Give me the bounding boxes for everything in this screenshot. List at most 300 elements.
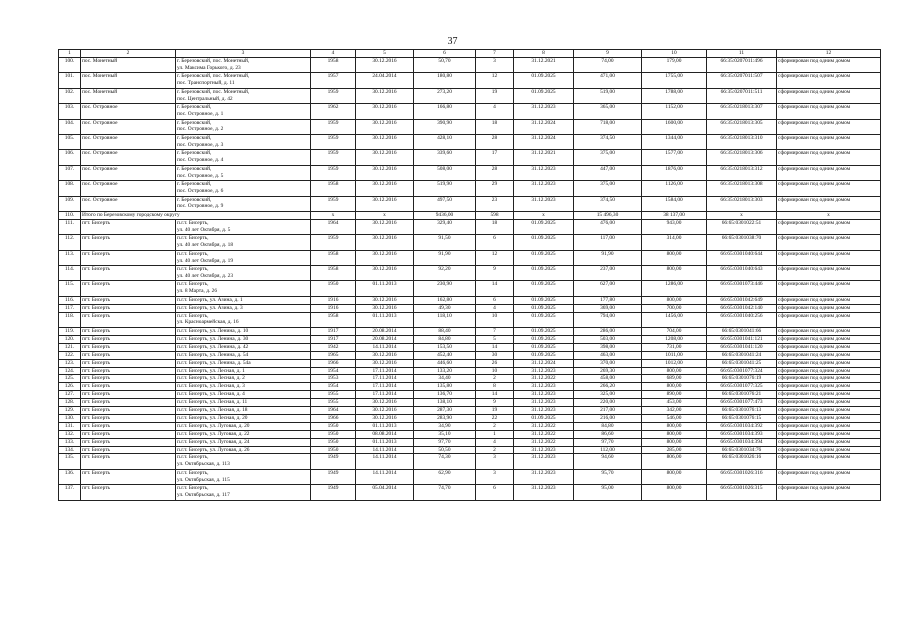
address-line: г. Березовский, пос. Монетный, [177, 58, 250, 64]
table-row [59, 414, 881, 422]
relocated-area-cell: 177,80 [574, 296, 642, 304]
note-cell: сформирован под одним домом [777, 359, 881, 367]
row-number-cell: 122. [59, 351, 81, 359]
relocated-area-cell: 97,70 [574, 438, 642, 446]
row-number-cell: 127. [59, 391, 81, 399]
settlement-cell: пос. Монетный [81, 58, 176, 73]
relocated-area-cell: 519,00 [574, 88, 642, 103]
cadastral-number-cell: 66:65:0301022:51 [707, 219, 777, 234]
row-number-cell: 130. [59, 414, 81, 422]
note-cell: сформирован под одним домом [777, 119, 881, 134]
year-cell: 1949 [311, 454, 356, 469]
table-row [59, 134, 881, 149]
settlement-cell: пгт. Бисерть [81, 351, 176, 359]
area-cell: 452,40 [414, 351, 476, 359]
area-cell: 390,90 [414, 119, 476, 134]
address-cell [176, 296, 311, 304]
table-row [59, 73, 881, 88]
year-cell: 1950 [311, 438, 356, 446]
deadline-cell: 01.09.2025 [514, 235, 574, 250]
note-cell: сформирован под одним домом [777, 430, 881, 438]
address-cell [176, 312, 311, 327]
cadastral-number-cell: 66:65:0301040:643 [707, 265, 777, 280]
year-cell: 1959 [311, 196, 356, 211]
deadline-cell: 31.12.2023 [514, 104, 574, 119]
year-cell: 1957 [311, 73, 356, 88]
table-row [59, 430, 881, 438]
relocated-area-cell: 463,00 [574, 351, 642, 359]
date-cell: 14.11.2014 [356, 454, 414, 469]
residents-cell: 14 [476, 281, 514, 296]
date-cell: 01.11.2013 [356, 438, 414, 446]
address-cell [176, 375, 311, 383]
date-cell: 14.11.2014 [356, 469, 414, 484]
area-cell: 230,90 [414, 281, 476, 296]
settlement-cell: пос. Островное [81, 134, 176, 149]
date-cell: 30.12.2016 [356, 134, 414, 149]
table-row [59, 399, 881, 407]
area-cell: 84,80 [414, 335, 476, 343]
table-row [59, 250, 881, 265]
settlement-cell: пгт. Бисерть [81, 438, 176, 446]
settlement-cell: пгт. Бисерть [81, 304, 176, 312]
row-number-cell: 131. [59, 422, 81, 430]
settlement-cell: пгт. Бисерть [81, 414, 176, 422]
address-cell [176, 327, 311, 335]
address-line: п.г.т. Бисерть, ул. Лесная, д. 2 [177, 375, 245, 382]
residents-cell: 2 [476, 375, 514, 383]
date-cell: 20.08.2014 [356, 327, 414, 335]
address-line: п.г.т. Бисерть, ул. Азина, д. 1 [177, 296, 243, 303]
row-number-cell: 121. [59, 343, 81, 351]
address-line: ул. 40 лет Октября, д. 18 [177, 242, 234, 249]
cost-cell: 1876,00 [642, 165, 707, 180]
column-header: 9 [574, 50, 642, 58]
settlement-cell: пгт. Бисерть [81, 235, 176, 250]
settlement-cell: пгт. Бисерть [81, 391, 176, 399]
table-row [59, 343, 881, 351]
settlement-cell: пос. Островное [81, 165, 176, 180]
year-cell: 1958 [311, 250, 356, 265]
address-line: г. Березовский, [177, 150, 212, 157]
address-cell [176, 422, 311, 430]
deadline-cell: 01.09.2025 [514, 88, 574, 103]
address-cell [176, 219, 311, 234]
relocated-area-cell: 84,80 [574, 422, 642, 430]
row-number-cell: 113. [59, 250, 81, 265]
settlement-cell: пгт. Бисерть [81, 281, 176, 296]
address-line: ул. 8 Марта, д. 26 [177, 288, 218, 295]
cost-cell: 700,00 [642, 304, 707, 312]
settlement-cell: пгт. Бисерть [81, 312, 176, 327]
cadastral-number-cell: 66:65:0301073:446 [707, 281, 777, 296]
area-cell: 138,10 [414, 399, 476, 407]
note-cell: сформирован под одним домом [777, 438, 881, 446]
address-line: п.г.т. Бисерть, ул. Луговая, д. 24 [177, 438, 250, 445]
settlement-cell: пос. Островное [81, 104, 176, 119]
deadline-cell: 31.12.2023 [514, 446, 574, 454]
date-cell: 30.12.2016 [356, 235, 414, 250]
date-cell: 17.11.2014 [356, 391, 414, 399]
cadastral-number-cell: 66:65:0301041:120 [707, 343, 777, 351]
area-cell: 287,30 [414, 407, 476, 415]
area-cell: 34,40 [414, 375, 476, 383]
cadastral-number-cell: 66:35:0218013:310 [707, 134, 777, 149]
settlement-cell: пос. Островное [81, 119, 176, 134]
total-date-cell: х [356, 211, 414, 219]
date-cell: 30.12.2016 [356, 296, 414, 304]
address-line: п.г.т. Бисерть, [177, 219, 209, 226]
note-cell: сформирован под одним домом [777, 265, 881, 280]
row-number-cell: 116. [59, 296, 81, 304]
address-cell [176, 196, 311, 211]
area-cell: 133,20 [414, 367, 476, 375]
address-line: ул. 40 лет Октября, д. 19 [177, 257, 234, 264]
relocated-area-cell: 398,00 [574, 343, 642, 351]
table-row [59, 407, 881, 415]
relocated-area-cell: 374,50 [574, 134, 642, 149]
date-cell: 30.12.2016 [356, 196, 414, 211]
row-number-cell: 119. [59, 327, 81, 335]
cost-cell: 1344,00 [642, 134, 707, 149]
relocated-area-cell: 269,30 [574, 367, 642, 375]
register-table [58, 49, 881, 501]
address-cell [176, 58, 311, 73]
table-row [59, 304, 881, 312]
cadastral-number-cell: 66:65:0301034:392 [707, 422, 777, 430]
year-cell: 1950 [311, 422, 356, 430]
cost-cell: 800,00 [642, 367, 707, 375]
column-header: 7 [476, 50, 514, 58]
settlement-cell: пгт. Бисерть [81, 399, 176, 407]
address-cell [176, 119, 311, 134]
row-number-cell: 128. [59, 399, 81, 407]
relocated-area-cell: 286,00 [574, 327, 642, 335]
area-cell: 34,90 [414, 422, 476, 430]
row-number-cell: 115. [59, 281, 81, 296]
table-row [59, 104, 881, 119]
deadline-cell: 31.12.2023 [514, 165, 574, 180]
residents-cell: 14 [476, 391, 514, 399]
cadastral-number-cell: 66:65:0301041:25 [707, 359, 777, 367]
date-cell: 30.12.2016 [356, 250, 414, 265]
deadline-cell: 31.12.2023 [514, 367, 574, 375]
row-number-cell: 117. [59, 304, 81, 312]
relocated-area-cell: 627,00 [574, 281, 642, 296]
date-cell: 30.12.2016 [356, 265, 414, 280]
year-cell: 1959 [311, 134, 356, 149]
row-number-cell: 102. [59, 88, 81, 103]
settlement-cell: пгт. Бисерть [81, 430, 176, 438]
note-cell: сформирован под одним домом [777, 296, 881, 304]
cost-cell: 546,00 [642, 414, 707, 422]
table-row [59, 312, 881, 327]
residents-cell: 6 [476, 485, 514, 500]
deadline-cell: 31.12.2022 [514, 422, 574, 430]
address-line: п.г.т. Бисерть, ул. Лесная, д. 20 [177, 414, 248, 421]
deadline-cell: 31.12.2023 [514, 485, 574, 500]
note-cell: сформирован под одним домом [777, 73, 881, 88]
date-cell: 30.12.2016 [356, 407, 414, 415]
date-cell: 05.04.2014 [356, 485, 414, 500]
row-number-cell: 124. [59, 367, 81, 375]
settlement-cell: пгт. Бисерть [81, 454, 176, 469]
area-cell: 162,80 [414, 296, 476, 304]
settlement-cell: пгт. Бисерть [81, 343, 176, 351]
cost-cell: 1456,00 [642, 312, 707, 327]
address-cell [176, 281, 311, 296]
address-line: ул. 40 лет Октября, д. 23 [177, 272, 234, 279]
table-row [59, 88, 881, 103]
address-cell [176, 304, 311, 312]
column-header: 10 [642, 50, 707, 58]
settlement-cell: пгт. Бисерть [81, 375, 176, 383]
row-number-cell: 129. [59, 407, 81, 415]
address-line: п.г.т. Бисерть, ул. Азина, д. 3 [177, 304, 243, 311]
address-line: п.г.т. Бисерть, [177, 265, 209, 272]
relocated-area-cell: 91,90 [574, 250, 642, 265]
row-number-cell: 107. [59, 165, 81, 180]
settlement-cell: пгт. Бисерть [81, 219, 176, 234]
cost-cell: 806,00 [642, 454, 707, 469]
address-line: пос. Островное, д. 9 [177, 203, 224, 210]
address-line: г. Березовский, пос. Монетный, [177, 73, 250, 80]
column-header: 2 [81, 50, 176, 58]
row-number-cell: 123. [59, 359, 81, 367]
table-row [59, 165, 881, 180]
cost-cell: 1012,00 [642, 359, 707, 367]
address-line: п.г.т. Бисерть, [177, 485, 209, 492]
residents-cell: 28 [476, 134, 514, 149]
year-cell: 1966 [311, 359, 356, 367]
cadastral-number-cell: 66:65:0301076:15 [707, 414, 777, 422]
date-cell: 17.11.2014 [356, 375, 414, 383]
area-cell: 166,80 [414, 104, 476, 119]
year-cell: 1916 [311, 296, 356, 304]
cost-cell: 800,00 [642, 265, 707, 280]
note-cell: сформирован под одним домом [777, 335, 881, 343]
row-number-cell: 133. [59, 438, 81, 446]
address-line: п.г.т. Бисерть, [177, 469, 209, 476]
cadastral-number-cell: 66:65:0301040:256 [707, 312, 777, 327]
address-cell [176, 446, 311, 454]
relocated-area-cell: 375,00 [574, 181, 642, 196]
year-cell: 1955 [311, 399, 356, 407]
area-cell: 273,20 [414, 88, 476, 103]
address-line: ул. Октябрьская, д. 117 [177, 492, 230, 499]
year-cell: 1964 [311, 219, 356, 234]
row-number-cell: 105. [59, 134, 81, 149]
note-cell: сформирован под одним домом [777, 446, 881, 454]
residents-cell: 12 [476, 250, 514, 265]
cost-cell: 1152,00 [642, 104, 707, 119]
settlement-cell: пгт. Бисерть [81, 296, 176, 304]
row-number-cell: 118. [59, 312, 81, 327]
address-cell [176, 250, 311, 265]
address-cell [176, 383, 311, 391]
cadastral-number-cell: 66:35:0218013:307 [707, 104, 777, 119]
cadastral-number-cell: 66:65:0301076:13 [707, 407, 777, 415]
cadastral-number-cell: 66:65:0301026:316 [707, 469, 777, 484]
column-header: 5 [356, 50, 414, 58]
note-cell: сформирован под одним домом [777, 399, 881, 407]
area-cell: 497,50 [414, 196, 476, 211]
cadastral-number-cell: 66:35:0218013:303 [707, 196, 777, 211]
year-cell: 1950 [311, 281, 356, 296]
year-cell: 1959 [311, 165, 356, 180]
note-cell: сформирован под одним домом [777, 196, 881, 211]
cadastral-number-cell: 66:65:0301034:76 [707, 446, 777, 454]
residents-cell: 12 [476, 73, 514, 88]
total-row [59, 211, 881, 219]
relocated-area-cell: 217,00 [574, 407, 642, 415]
deadline-cell: 31.12.2023 [514, 181, 574, 196]
residents-cell: 6 [476, 296, 514, 304]
column-header: 1 [59, 50, 81, 58]
date-cell: 30.12.2016 [356, 104, 414, 119]
relocated-area-cell: 476,00 [574, 219, 642, 234]
table-row [59, 181, 881, 196]
address-cell [176, 150, 311, 165]
address-line: г. Березовский, [177, 181, 212, 188]
address-line: г. Березовский, [177, 104, 212, 111]
area-cell: 153,50 [414, 343, 476, 351]
deadline-cell: 01.09.2025 [514, 219, 574, 234]
area-cell: 50,70 [414, 58, 476, 73]
residents-cell: 7 [476, 327, 514, 335]
address-line: ул. 40 лет Октября, д. 5 [177, 226, 231, 233]
deadline-cell: 01.09.2025 [514, 73, 574, 88]
settlement-cell: пос. Островное [81, 196, 176, 211]
cost-cell: 1577,00 [642, 150, 707, 165]
row-number-cell: 109. [59, 196, 81, 211]
relocated-area-cell: 86,60 [574, 430, 642, 438]
deadline-cell: 31.12.2024 [514, 134, 574, 149]
cost-cell: 179,00 [642, 58, 707, 73]
deadline-cell: 01.09.2025 [514, 414, 574, 422]
row-number-cell: 114. [59, 265, 81, 280]
cost-cell: 800,00 [642, 430, 707, 438]
address-line: ул. Октябрьская, д. 115 [177, 476, 230, 483]
address-line: п.г.т. Бисерть, ул. Лесная, д. 4 [177, 391, 245, 398]
address-line: п.г.т. Бисерть, [177, 250, 209, 257]
area-cell: 508,00 [414, 165, 476, 180]
date-cell: 17.11.2014 [356, 367, 414, 375]
address-line: пос. Островное, д. 2 [177, 126, 224, 133]
cost-cell: 800,00 [642, 383, 707, 391]
residents-cell: 4 [476, 438, 514, 446]
residents-cell: 6 [476, 235, 514, 250]
settlement-cell: пгт. Бисерть [81, 446, 176, 454]
date-cell: 24.04.2014 [356, 73, 414, 88]
deadline-cell: 01.09.2025 [514, 312, 574, 327]
area-cell: 49,30 [414, 304, 476, 312]
address-line: пос. Островное, д. 4 [177, 157, 224, 164]
note-cell: сформирован под одним домом [777, 235, 881, 250]
table-row [59, 446, 881, 454]
cost-cell: 1584,00 [642, 196, 707, 211]
year-cell: 1942 [311, 343, 356, 351]
relocated-area-cell: 471,00 [574, 73, 642, 88]
cost-cell: 1126,00 [642, 181, 707, 196]
residents-cell: 1 [476, 430, 514, 438]
relocated-area-cell: 117,00 [574, 235, 642, 250]
settlement-cell: пгт. Бисерть [81, 383, 176, 391]
column-header: 8 [514, 50, 574, 58]
address-line: п.г.т. Бисерть, ул. Лесная, д. 18 [177, 407, 248, 414]
address-line: ул. Красноармейская, д. 16 [177, 319, 239, 326]
table-row [59, 454, 881, 469]
settlement-cell: пос. Монетный [81, 88, 176, 103]
cadastral-number-cell: 66:65:0301034:393 [707, 430, 777, 438]
deadline-cell: 01.09.2025 [514, 343, 574, 351]
table-row [59, 359, 881, 367]
residents-cell: 2 [476, 422, 514, 430]
residents-cell: 19 [476, 88, 514, 103]
note-cell: сформирован под одним домом [777, 181, 881, 196]
address-line: п.г.т. Бисерть, ул. Лесная, д. 1 [177, 367, 245, 374]
note-cell: сформирован под одним домом [777, 312, 881, 327]
year-cell: 1966 [311, 414, 356, 422]
area-cell: 91,90 [414, 250, 476, 265]
settlement-cell: пос. Островное [81, 150, 176, 165]
area-cell: 428,10 [414, 134, 476, 149]
year-cell: 1916 [311, 304, 356, 312]
address-line: пос. Островное, д. 3 [177, 141, 224, 148]
residents-cell: 30 [476, 351, 514, 359]
area-cell: 519,90 [414, 181, 476, 196]
deadline-cell: 01.09.2025 [514, 250, 574, 265]
note-cell: сформирован под одним домом [777, 454, 881, 469]
year-cell: 1959 [311, 88, 356, 103]
address-cell [176, 335, 311, 343]
area-cell: 62,90 [414, 469, 476, 484]
date-cell: 01.11.2013 [356, 312, 414, 327]
address-cell [176, 438, 311, 446]
cost-cell: 704,00 [642, 327, 707, 335]
residents-cell: 5 [476, 335, 514, 343]
year-cell: 1958 [311, 58, 356, 73]
cost-cell: 1600,00 [642, 119, 707, 134]
cadastral-number-cell: 66:65:0301076:19 [707, 375, 777, 383]
row-number-cell: 135. [59, 454, 81, 469]
area-cell: 339,60 [414, 150, 476, 165]
table-row [59, 150, 881, 165]
settlement-cell: пгт. Бисерть [81, 422, 176, 430]
row-number-cell: 126. [59, 383, 81, 391]
area-cell: 74,30 [414, 454, 476, 469]
cadastral-number-cell: 66:35:0218013:306 [707, 150, 777, 165]
deadline-cell: 31.12.2022 [514, 438, 574, 446]
address-line: п.г.т. Бисерть, [177, 312, 209, 319]
address-cell [176, 265, 311, 280]
cost-cell: 800,00 [642, 485, 707, 500]
address-cell [176, 73, 311, 88]
table-row [59, 281, 881, 296]
deadline-cell: 01.09.2025 [514, 296, 574, 304]
address-line: п.г.т. Бисерть, ул. Лесная, д. 11 [177, 399, 248, 406]
residents-cell: 3 [476, 454, 514, 469]
cost-cell: 1286,00 [642, 281, 707, 296]
area-cell: 88,40 [414, 327, 476, 335]
address-line: ул. Максима Горького, д. 23 [177, 64, 241, 71]
deadline-cell: 01.09.2025 [514, 304, 574, 312]
date-cell: 30.12.2016 [356, 359, 414, 367]
settlement-cell: пос. Монетный [81, 73, 176, 88]
deadline-cell: 31.12.2022 [514, 430, 574, 438]
row-number-cell: 106. [59, 150, 81, 165]
address-cell [176, 430, 311, 438]
